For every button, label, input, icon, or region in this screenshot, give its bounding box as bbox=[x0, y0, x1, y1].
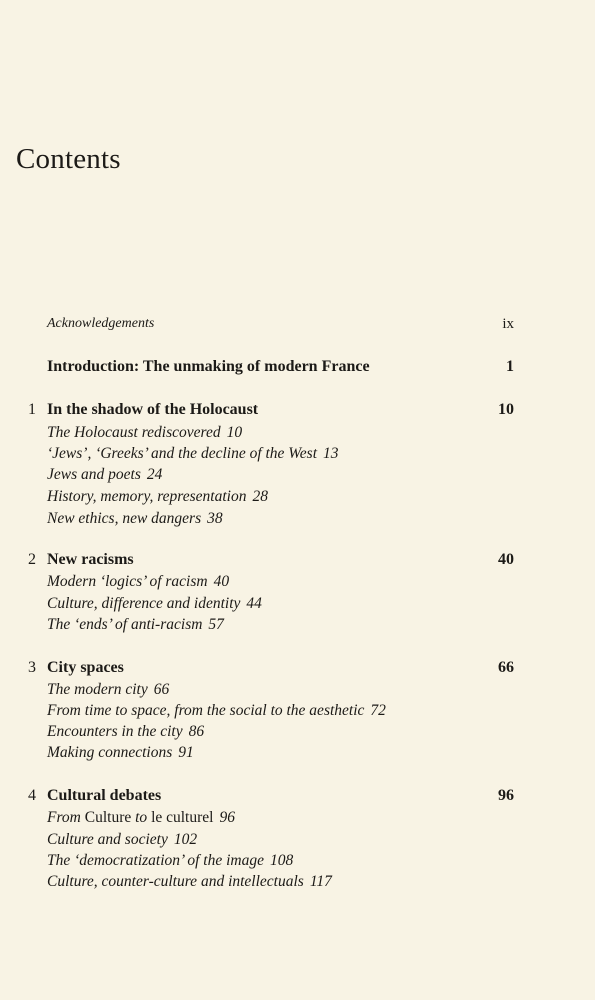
toc-section[interactable] bbox=[0, 831, 595, 853]
chapter-number: 3 bbox=[28, 659, 36, 676]
section-title: The ‘democratization’ of the image bbox=[47, 852, 264, 869]
toc-entry-introduction[interactable] bbox=[0, 358, 595, 380]
section-page: 91 bbox=[178, 744, 194, 761]
chapter-title: In the shadow of the Holocaust bbox=[47, 401, 259, 418]
section-page: 44 bbox=[246, 595, 262, 612]
chapter-page: 96 bbox=[498, 787, 514, 804]
toc-section[interactable] bbox=[0, 595, 595, 617]
toc-section[interactable] bbox=[0, 445, 595, 467]
toc-section[interactable] bbox=[0, 744, 595, 766]
section-title: Modern ‘logics’ of racism bbox=[47, 573, 208, 590]
section-page: 108 bbox=[269, 852, 294, 869]
section-title: Culture, difference and identity bbox=[47, 595, 241, 612]
toc-section[interactable] bbox=[0, 488, 595, 510]
section-page: 66 bbox=[153, 681, 170, 698]
chapter-page: 40 bbox=[498, 551, 514, 568]
section-page: 40 bbox=[213, 573, 230, 590]
section-page: 13 bbox=[323, 445, 339, 462]
section-page: 96 bbox=[219, 809, 235, 826]
section-page: 10 bbox=[226, 424, 243, 441]
section-page: 86 bbox=[188, 723, 205, 740]
chapter-number: 4 bbox=[28, 787, 36, 804]
chapter-page: 66 bbox=[498, 659, 514, 676]
chapter-title: City spaces bbox=[47, 659, 124, 676]
section-title: From time to space, from the social to the aesthetic bbox=[47, 702, 365, 719]
section-page: 117 bbox=[309, 873, 332, 890]
toc-chapter-4[interactable] bbox=[0, 787, 595, 809]
toc-chapter-2[interactable] bbox=[0, 551, 595, 573]
section-page: 57 bbox=[208, 616, 224, 633]
toc-section[interactable] bbox=[0, 809, 595, 831]
section-title: Culture and society bbox=[47, 831, 168, 848]
section-title: Encounters in the city bbox=[47, 723, 183, 740]
section-title-part: to bbox=[135, 809, 148, 826]
toc-section[interactable] bbox=[0, 681, 595, 703]
chapter-title: Cultural debates bbox=[47, 787, 162, 804]
section-title: The ‘ends’ of anti-racism bbox=[47, 616, 203, 633]
chapter-number: 2 bbox=[28, 551, 36, 568]
toc-section[interactable] bbox=[0, 616, 595, 638]
toc-entry-acknowledgements[interactable] bbox=[0, 316, 595, 338]
section-title-part: From bbox=[47, 809, 81, 826]
page-title: Contents bbox=[16, 143, 121, 175]
section-page: 24 bbox=[146, 466, 163, 483]
section-title: The modern city bbox=[47, 681, 148, 698]
toc-entry-page: ix bbox=[502, 316, 514, 332]
toc-entry-label: Introduction: The unmaking of modern France bbox=[47, 358, 370, 375]
toc-chapter-1[interactable] bbox=[0, 401, 595, 423]
section-title: Jews and poets bbox=[47, 466, 141, 483]
toc-section[interactable] bbox=[0, 702, 595, 724]
toc-entry-page: 1 bbox=[506, 358, 514, 375]
section-title: History, memory, representation bbox=[47, 488, 247, 505]
section-title: The Holocaust rediscovered bbox=[47, 424, 221, 441]
section-title: New ethics, new dangers bbox=[47, 510, 202, 527]
section-title: Making connections bbox=[47, 744, 173, 761]
section-title: ‘Jews’, ‘Greeks’ and the decline of the West bbox=[47, 445, 318, 462]
toc-section[interactable] bbox=[0, 466, 595, 488]
toc-section[interactable] bbox=[0, 852, 595, 874]
toc-section[interactable] bbox=[0, 424, 595, 446]
toc-section[interactable] bbox=[0, 873, 595, 895]
section-title-part: Culture bbox=[84, 809, 132, 826]
chapter-title: New racisms bbox=[47, 551, 134, 568]
toc-section[interactable] bbox=[0, 510, 595, 532]
toc-chapter-3[interactable] bbox=[0, 659, 595, 681]
section-page: 72 bbox=[370, 702, 386, 719]
chapter-page: 10 bbox=[498, 401, 514, 418]
section-page: 102 bbox=[173, 831, 198, 848]
section-title-part: le culturel bbox=[151, 809, 214, 826]
toc-entry-label: Acknowledgements bbox=[47, 316, 155, 331]
toc-section[interactable] bbox=[0, 723, 595, 745]
chapter-number: 1 bbox=[28, 401, 36, 418]
section-title: Culture, counter-culture and intellectuals bbox=[47, 873, 304, 890]
toc-section[interactable] bbox=[0, 573, 595, 595]
section-page: 38 bbox=[207, 510, 223, 527]
section-page: 28 bbox=[252, 488, 268, 505]
